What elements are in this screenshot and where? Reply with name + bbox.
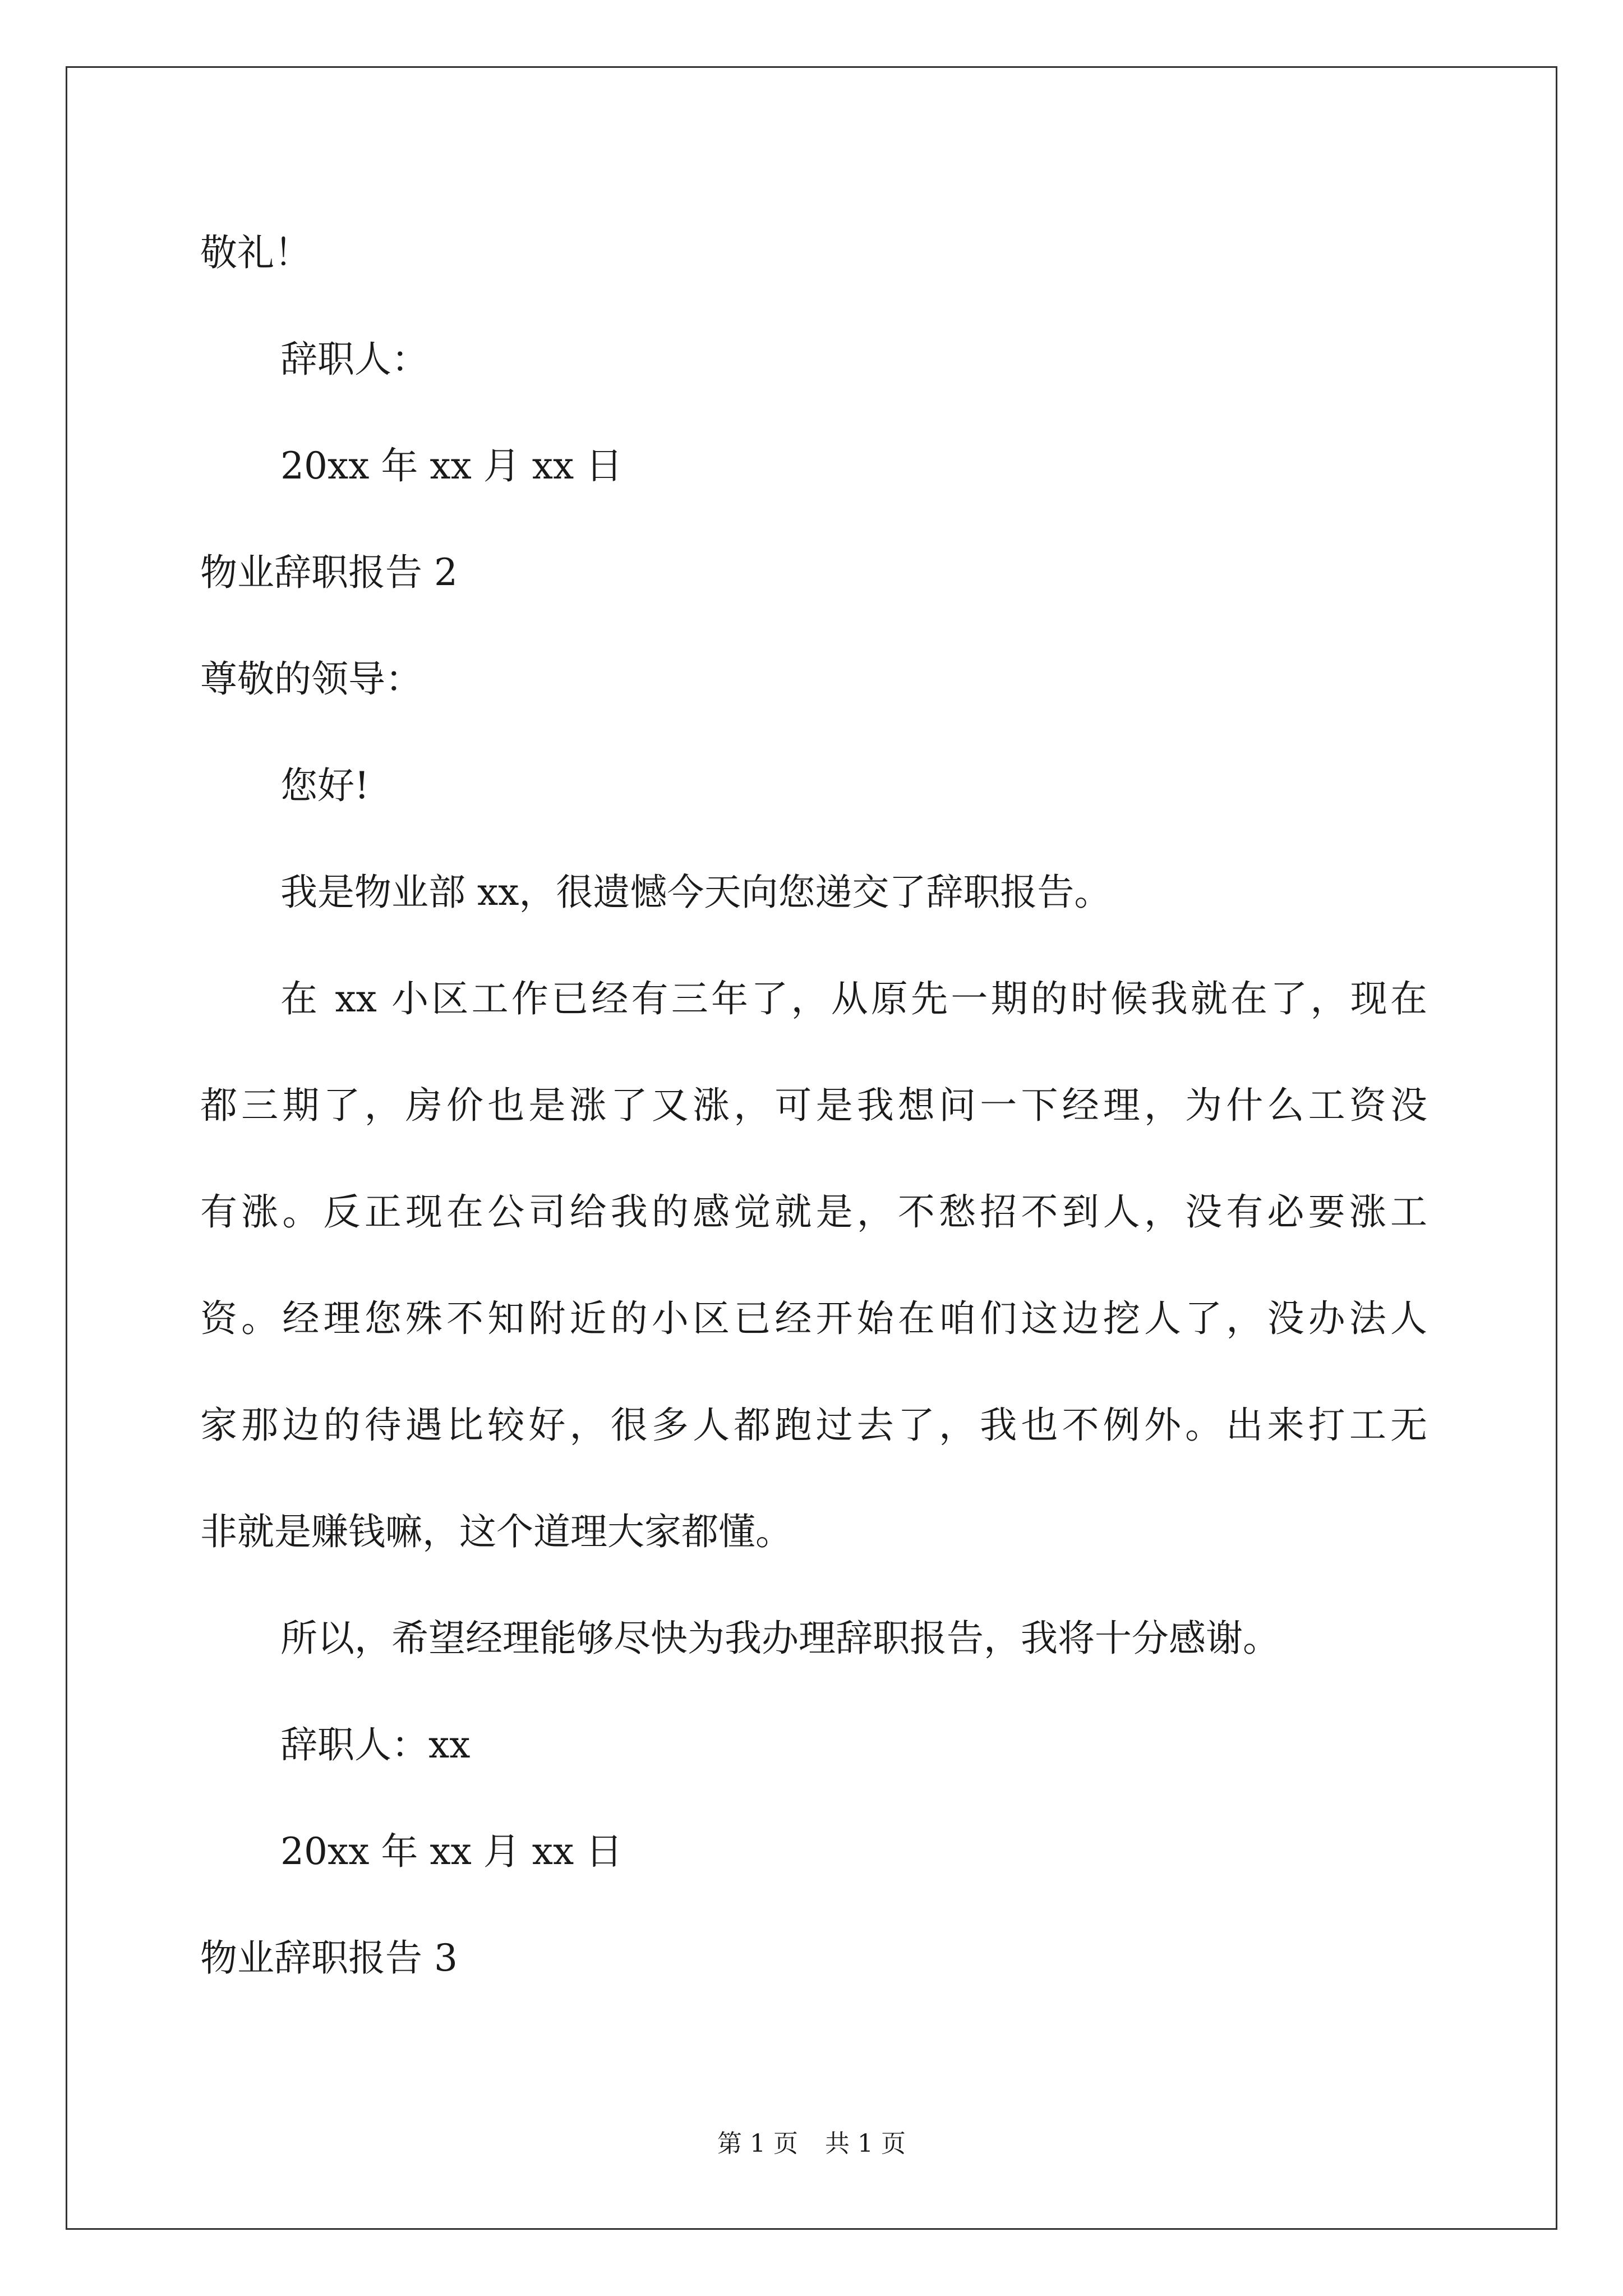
page-total: 共 1 页 — [825, 2129, 906, 2158]
page-number: 第 1 页 — [717, 2129, 798, 2158]
salutation: 尊敬的领导： — [200, 657, 422, 701]
paragraph-line: 都三期了，房价也是涨了又涨，可是我想问一下经理，为什么工资没 — [200, 1084, 1427, 1127]
paragraph-line: 有涨。反正现在公司给我的感觉就是，不愁招不到人，没有必要涨工 — [200, 1190, 1427, 1234]
paragraph-line: 家那边的待遇比较好，很多人都跑过去了，我也不例外。出来打工无 — [200, 1404, 1427, 1447]
date-line: 20xx 年 xx 月 xx 日 — [280, 444, 623, 487]
page-footer — [0, 2129, 1623, 2158]
paragraph-request: 所以，希望经理能够尽快为我办理辞职报告，我将十分感谢。 — [280, 1617, 1280, 1660]
section-title: 物业辞职报告 3 — [200, 1936, 458, 1980]
paragraph-line: 在 xx 小区工作已经有三年了，从原先一期的时候我就在了，现在 — [280, 977, 1427, 1020]
paragraph-intro: 我是物业部 xx，很遗憾今天向您递交了辞职报告。 — [280, 871, 1112, 914]
paragraph-line: 非就是赚钱嘛，这个道理大家都懂。 — [200, 1510, 792, 1553]
page-frame — [66, 66, 1557, 2230]
signature-line: 辞职人：xx — [280, 1723, 471, 1766]
signature-label: 辞职人： — [280, 338, 428, 381]
closing-salutation: 敬礼！ — [200, 231, 311, 274]
paragraph-line: 资。经理您殊不知附近的小区已经开始在咱们这边挖人了，没办法人 — [200, 1297, 1427, 1340]
date-line: 20xx 年 xx 月 xx 日 — [280, 1830, 623, 1873]
section-title: 物业辞职报告 2 — [200, 551, 458, 594]
greeting: 您好! — [280, 764, 370, 807]
